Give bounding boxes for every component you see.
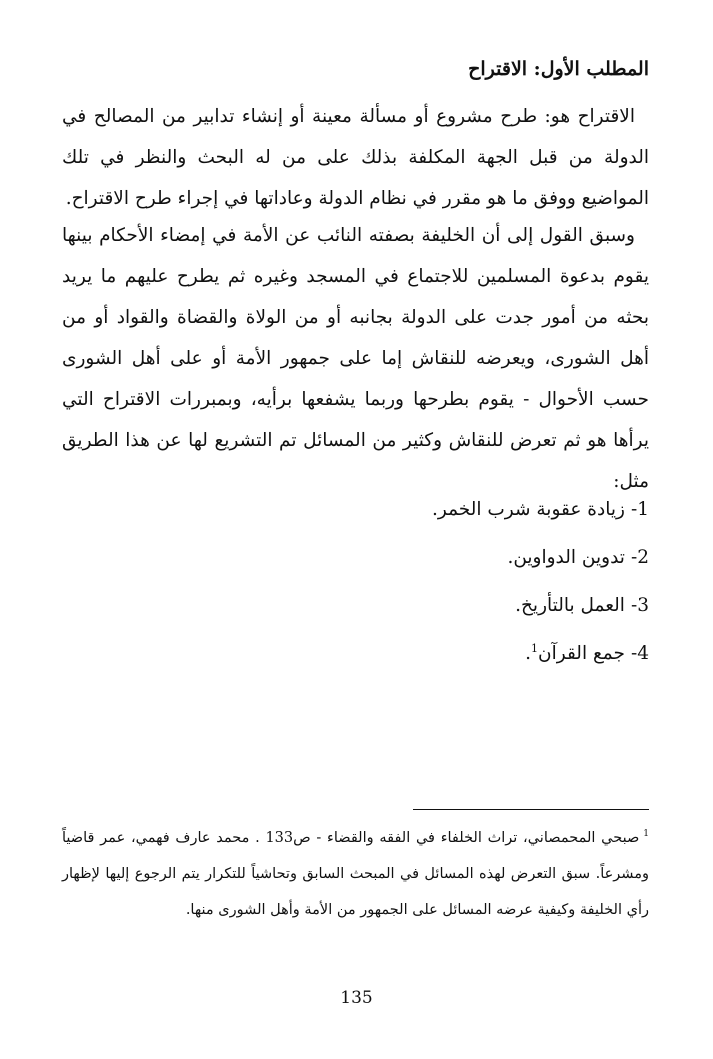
list-item-text: جمع القرآن bbox=[538, 643, 625, 664]
examples-list bbox=[432, 486, 649, 678]
list-item bbox=[432, 486, 649, 534]
list-item bbox=[432, 534, 649, 582]
page-number: 135 bbox=[340, 988, 373, 1008]
list-item-number: 3- bbox=[630, 595, 649, 616]
footnote bbox=[62, 820, 649, 928]
footnote-divider bbox=[413, 809, 649, 810]
footnote-marker: 1 bbox=[643, 829, 649, 840]
footnote-text: صبحي المحمصاني، تراث الخلفاء في الفقه والقضاء - ص133 . محمد عارف فهمي، عمر قاضياً ومشرعاً. سبق التعرض لهذه المسائل في المبحث السابق وتحاشياً للتكرار يتم الرجوع إليها لإظهار رأي الخليفة وكيفية عرضه المسائل على الجمهور من الأمة وأهل الشورى منها. bbox=[62, 830, 649, 918]
list-item-number: 2- bbox=[630, 547, 649, 568]
paragraph-caliph-role: وسبق القول إلى أن الخليفة بصفته النائب عن الأمة في إمضاء الأحكام بينها يقوم بدعوة المسلمين للاجتماع في المسجد وغيره ثم يطرح عليهم ما يريد بحثه من أمور جدت على الدولة بجانبه أو من الولاة والقضاة والقواد أو من أهل الشورى، ويعرضه للنقاش إما على جمهور الأمة أو على أهل الشورى حسب الأحوال - يقوم بطرحها وربما يشفعها برأيه، وبمبررات الاقتراح التي يرأها هو ثم تعرض للنقاش وكثير من المسائل تم التشريع لها عن هذا الطريق مثل: bbox=[62, 225, 649, 492]
paragraph-definition: الاقتراح هو: طرح مشروع أو مسألة معينة أو إنشاء تدابير من المصالح في الدولة من قبل الجهة المكلفة بذلك على من له البحث والنظر في تلك المواضيع ووفق ما هو مقرر في نظام الدولة وعاداتها في إجراء طرح الاقتراح. bbox=[62, 106, 649, 209]
list-item-number: 1- bbox=[630, 499, 649, 520]
section-heading: المطلب الأول: الاقتراح bbox=[468, 58, 649, 80]
list-item-text: زيادة عقوبة شرب الخمر. bbox=[432, 499, 625, 520]
list-item bbox=[432, 582, 649, 630]
list-item-text: تدوين الدواوين. bbox=[507, 547, 625, 568]
list-item-text: العمل بالتأريخ. bbox=[515, 595, 625, 616]
list-item-number: 4- bbox=[630, 643, 649, 664]
list-item-suffix: . bbox=[525, 643, 532, 664]
list-item bbox=[432, 630, 649, 678]
footnote-reference: 1 bbox=[531, 641, 539, 655]
